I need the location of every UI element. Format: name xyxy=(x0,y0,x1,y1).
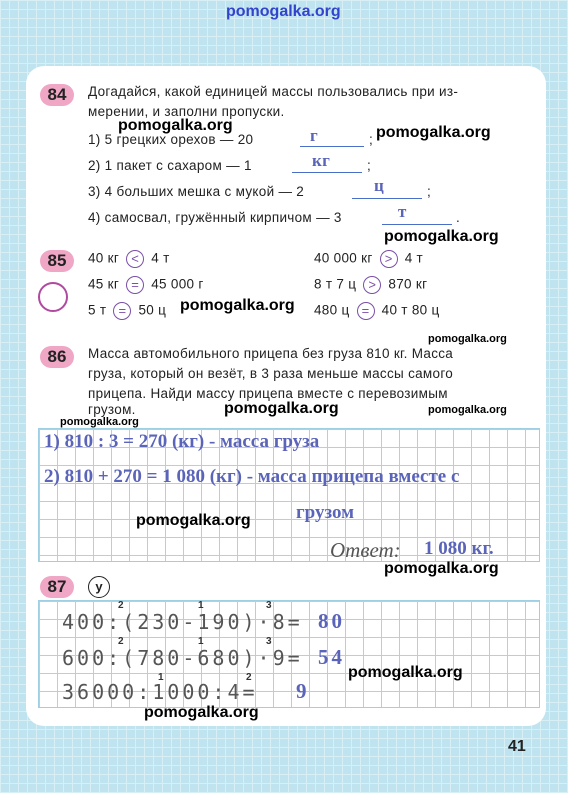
task-87-badge: у xyxy=(88,576,110,598)
top-watermark: pomogalka.org xyxy=(226,3,341,20)
task-84-answer-1: г xyxy=(310,126,319,145)
task-84-end-3: ; xyxy=(427,184,432,199)
compare-right-b: 870 кг xyxy=(388,276,428,292)
answer-label: Ответ: xyxy=(330,538,401,562)
task-85-left-row xyxy=(88,302,166,320)
watermark: pomogalka.org xyxy=(428,333,507,345)
task-85-right-row xyxy=(314,250,423,268)
task-84-item-2: 2) 1 пакет с сахаром — 1 xyxy=(88,158,252,173)
task-84-item-3: 3) 4 больших мешка с мукой — 2 xyxy=(88,184,305,199)
task-84-answer-4: т xyxy=(398,202,407,221)
compare-left-b: 4 т xyxy=(151,250,170,266)
answer-line-1 xyxy=(300,146,364,147)
watermark: pomogalka.org xyxy=(136,512,251,529)
compare-right-a: 480 ц xyxy=(314,302,350,318)
task-86-text-1: Масса автомобильного прицепа без груза 810 кг. Масса xyxy=(88,346,454,361)
task-86-number: 86 xyxy=(40,346,74,368)
task-86-text-3: прицепа. Найди массу прицепа вместе с перевозимым xyxy=(88,386,448,401)
task-84-number: 84 xyxy=(40,84,74,106)
watermark: pomogalka.org xyxy=(144,704,259,721)
result-2: 54 xyxy=(318,645,345,669)
compare-right-a: 40 000 кг xyxy=(314,250,373,266)
watermark: pomogalka.org xyxy=(376,124,491,141)
expression-1: 400:(230-190)·8= xyxy=(62,610,303,634)
watermark: pomogalka.org xyxy=(348,664,463,681)
compare-right-a: 8 т 7 ц xyxy=(314,276,357,292)
task-86-text-2: груза, который он везёт, в 3 раза меньше массы самого xyxy=(88,366,454,381)
task-85-left-row xyxy=(88,250,170,268)
task-87-number: 87 xyxy=(40,576,74,598)
brain-icon xyxy=(38,282,68,312)
task-84-item-4: 4) самосвал, гружённый кирпичом — 3 xyxy=(88,210,342,225)
watermark: pomogalka.org xyxy=(428,404,507,416)
watermark: pomogalka.org xyxy=(60,416,139,428)
compare-right-b: 4 т xyxy=(404,250,424,266)
page-number: 41 xyxy=(508,738,526,755)
task-84-end-1: ; xyxy=(369,132,374,147)
solution-step-2-cont: грузом xyxy=(296,502,355,523)
order-mark: 1 xyxy=(198,636,204,647)
task-84-prompt-2: мерении, и заполни пропуски. xyxy=(88,104,285,119)
compare-left-b: 45 000 г xyxy=(151,276,204,292)
task-85-number: 85 xyxy=(40,250,74,272)
order-mark: 3 xyxy=(266,600,272,611)
order-mark: 2 xyxy=(246,672,252,683)
watermark: pomogalka.org xyxy=(384,228,499,245)
compare-sign: = xyxy=(357,302,375,320)
answer-line-4 xyxy=(382,224,452,225)
compare-left-a: 40 кг xyxy=(88,250,120,266)
watermark: pomogalka.org xyxy=(384,560,499,577)
compare-sign: = xyxy=(113,302,131,320)
task-85-right-row xyxy=(314,276,427,294)
watermark: pomogalka.org xyxy=(118,117,233,134)
solution-step-2: 2) 810 + 270 = 1 080 (кг) - масса прицепа вместе с xyxy=(44,466,460,487)
expression-3: 36000:1000:4= xyxy=(62,680,258,704)
task-85-left-row xyxy=(88,276,204,294)
task-84-answer-2: кг xyxy=(312,151,331,170)
compare-left-a: 5 т xyxy=(88,302,107,318)
order-mark: 2 xyxy=(118,600,124,611)
solution-step-1: 1) 810 : 3 = 270 (кг) - масса груза xyxy=(44,431,320,452)
expression-2: 600:(780-680)·9= xyxy=(62,646,303,670)
compare-sign: = xyxy=(126,276,144,294)
task-84-item-1: 1) 5 грецких орехов — 20 xyxy=(88,132,254,147)
task-84-answer-3: ц xyxy=(374,176,385,195)
task-85-right-row xyxy=(314,302,440,320)
compare-sign: > xyxy=(363,276,381,294)
task-84-end-2: ; xyxy=(367,158,372,173)
order-mark: 3 xyxy=(266,636,272,647)
compare-right-b: 40 т 80 ц xyxy=(381,302,440,318)
answer-line-2 xyxy=(292,172,362,173)
answer-line-3 xyxy=(352,198,422,199)
task-84-end-4: . xyxy=(456,210,461,225)
task-84-prompt-1: Догадайся, какой единицей массы пользовались при из- xyxy=(88,84,459,99)
result-3: 9 xyxy=(296,679,310,703)
answer-value: 1 080 кг. xyxy=(424,538,494,559)
compare-sign: < xyxy=(126,250,144,268)
watermark: pomogalka.org xyxy=(224,400,339,417)
order-mark: 1 xyxy=(158,672,164,683)
result-1: 80 xyxy=(318,609,345,633)
watermark: pomogalka.org xyxy=(180,297,295,314)
compare-left-a: 45 кг xyxy=(88,276,120,292)
task-86-text-4: грузом. xyxy=(88,402,136,417)
compare-left-b: 50 ц xyxy=(138,302,167,318)
order-mark: 1 xyxy=(198,600,204,611)
order-mark: 2 xyxy=(118,636,124,647)
compare-sign: > xyxy=(380,250,398,268)
